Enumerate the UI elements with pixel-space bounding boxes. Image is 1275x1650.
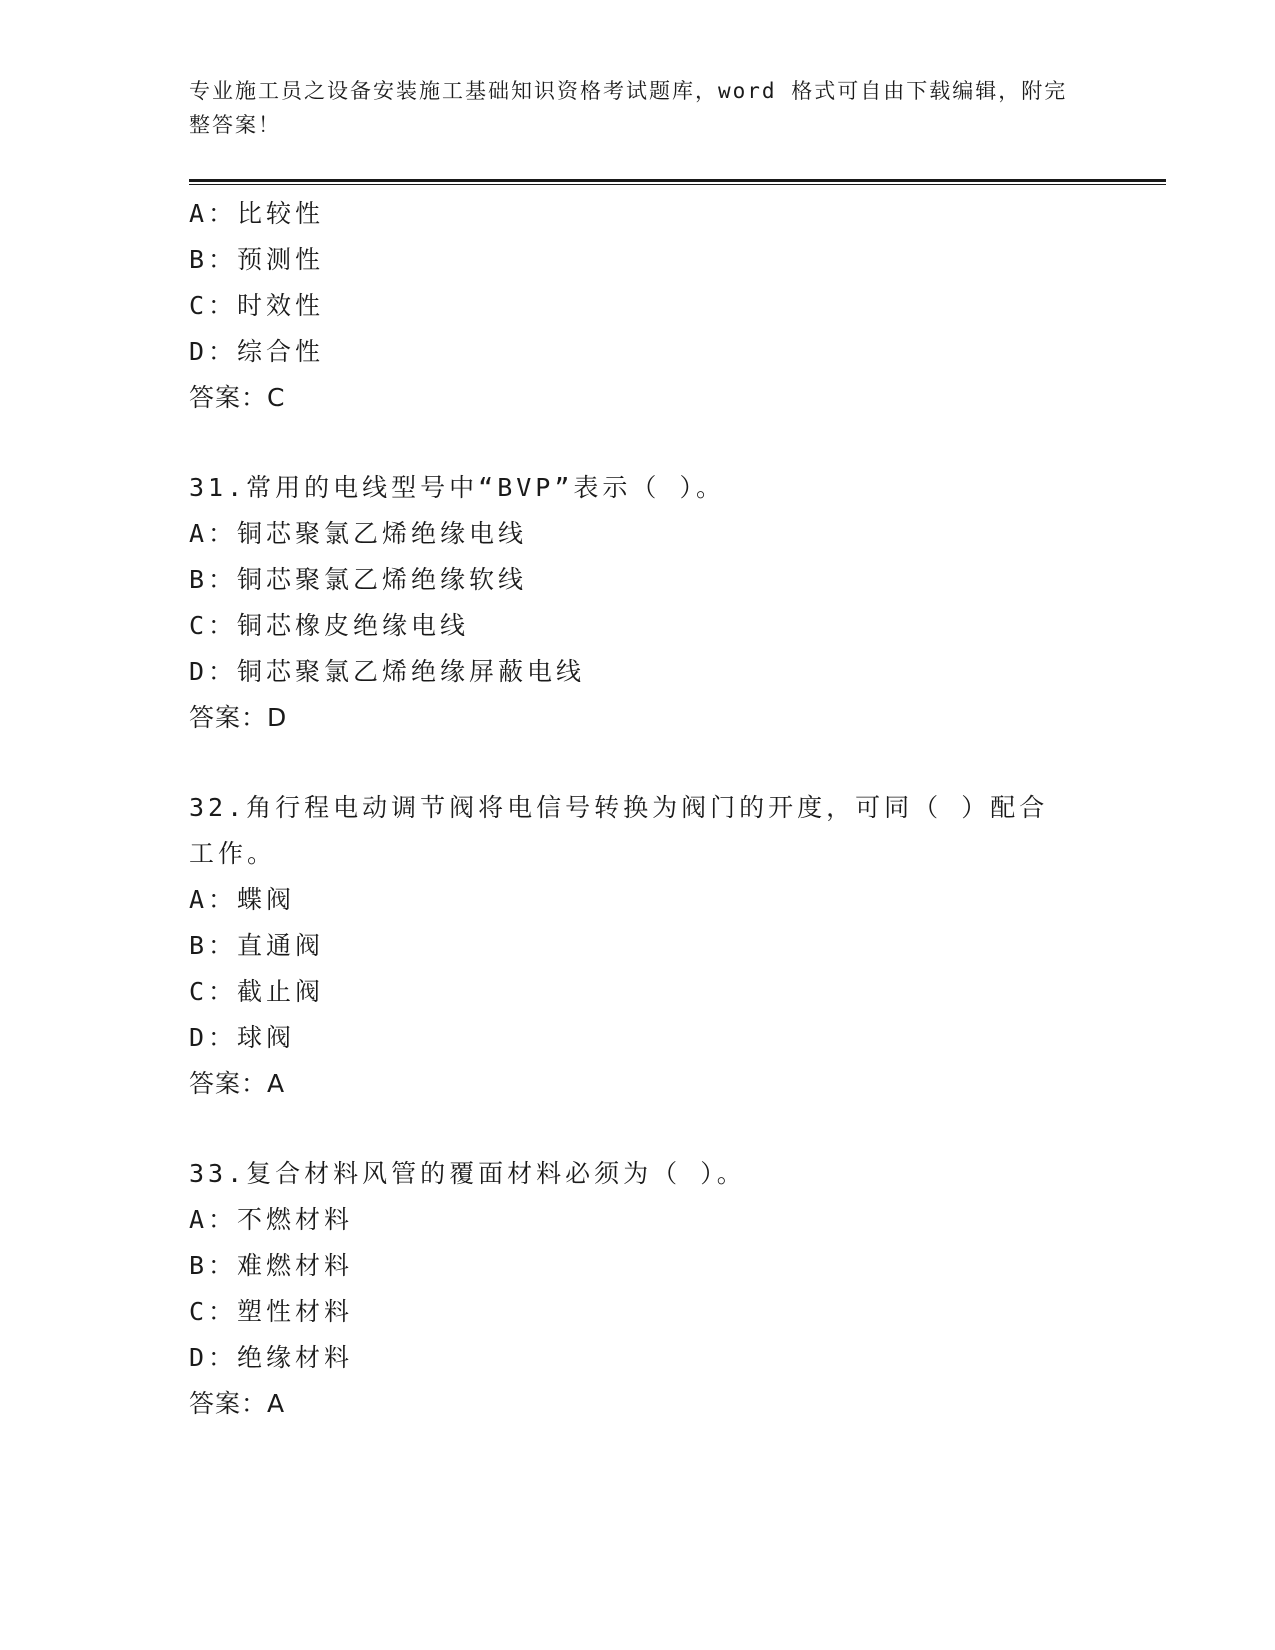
spacer <box>189 1107 1089 1151</box>
option-d: D：绝缘材料 <box>189 1343 354 1372</box>
option-c: C：塑性材料 <box>189 1297 354 1326</box>
option-d: D：综合性 <box>189 337 325 366</box>
answer-line: 答案：C <box>189 383 286 412</box>
answer-line: 答案：A <box>189 1389 286 1418</box>
option-a: A：不燃材料 <box>189 1205 354 1234</box>
question-block <box>189 465 1089 741</box>
question-block <box>189 191 1089 421</box>
option-b: B：难燃材料 <box>189 1251 354 1280</box>
question-block <box>189 1151 1089 1427</box>
document-header: 专业施工员之设备安装施工基础知识资格考试题库，word 格式可自由下载编辑，附完整答案！ <box>189 79 1068 137</box>
header-divider-thick <box>189 179 1166 182</box>
option-a: A：铜芯聚氯乙烯绝缘电线 <box>189 519 528 548</box>
option-c: C：铜芯橡皮绝缘电线 <box>189 611 470 640</box>
spacer <box>189 741 1089 785</box>
question-list <box>189 191 1089 1427</box>
option-b: B：直通阀 <box>189 931 325 960</box>
option-d: D：球阀 <box>189 1023 296 1052</box>
option-a: A：比较性 <box>189 199 325 228</box>
option-b: B：铜芯聚氯乙烯绝缘软线 <box>189 565 528 594</box>
question-stem: 32.角行程电动调节阀将电信号转换为阀门的开度，可同（ ）配合工作。 <box>189 793 1049 868</box>
question-block <box>189 785 1089 1107</box>
option-c: C：时效性 <box>189 291 325 320</box>
option-d: D：铜芯聚氯乙烯绝缘屏蔽电线 <box>189 657 586 686</box>
option-a: A：蝶阀 <box>189 885 296 914</box>
spacer <box>189 421 1089 465</box>
option-b: B：预测性 <box>189 245 325 274</box>
answer-line: 答案：D <box>189 703 288 732</box>
header-divider-thin <box>189 184 1166 185</box>
option-c: C：截止阀 <box>189 977 325 1006</box>
question-stem: 33.复合材料风管的覆面材料必须为（ ）。 <box>189 1159 746 1188</box>
question-stem: 31.常用的电线型号中“BVP”表示（ ）。 <box>189 473 725 502</box>
answer-line: 答案：A <box>189 1069 286 1098</box>
